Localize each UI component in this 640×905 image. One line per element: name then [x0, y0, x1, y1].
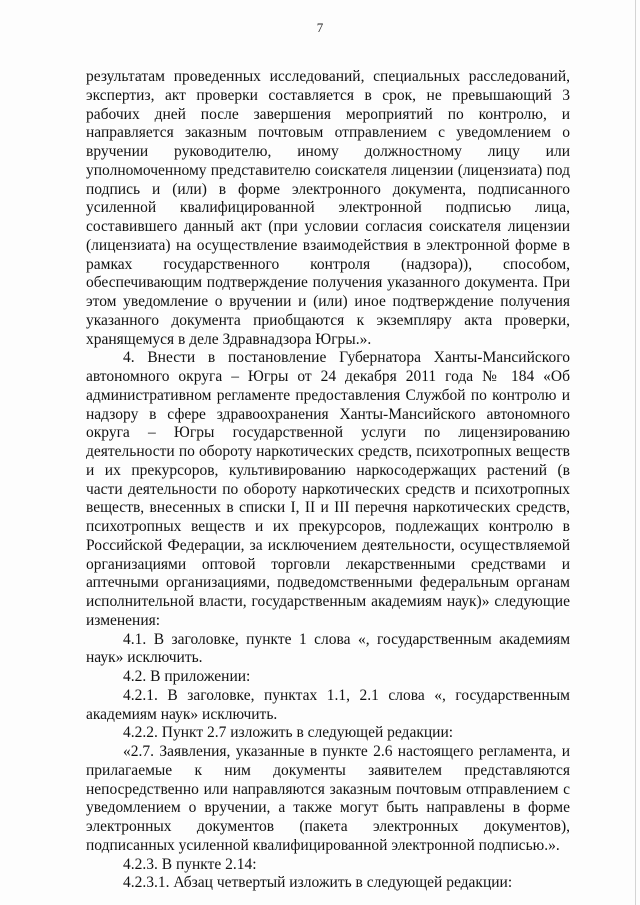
paragraph-item-4-2-3-1: 4.2.3.1. Абзац четвертый изложить в следующей редакции:: [123, 874, 513, 892]
paragraph-item-4-2-2: 4.2.2. Пункт 2.7 изложить в следующей редакции:: [123, 724, 454, 742]
page-number: 7: [316, 20, 324, 35]
paragraph-item-4: 4. Внести в постановление Губернатора Ханты-Мансийского автономного округа – Югры от 24 декабря 2011 года № 184 «Об административном регламенте предоставления Службой по контролю и надзору в сфере здравоохранения Ханты-Мансийского автономного округа – Югры государственной услуги по лицензированию деятельности по обороту наркотических средств, психотропных веществ и их прекурсоров, культивированию наркосодержащих растений (в части деятельности по обороту наркотических средств и психотропных веществ, внесенных в списки I, II и III перечня наркотических средств, психотропных веществ и их прекурсоров, подлежащих контролю в Российской Федерации, за исключением деятельности, осуществляемой организациями оптовой торговли лекарственными средствами и аптечными организациями, подведомственными федеральным органам исполнительной власти, государственным академиям наук)» следующие изменения:: [86, 349, 570, 629]
page-edge: [635, 0, 636, 905]
paragraph-quoted-2-7: «2.7. Заявления, указанные в пункте 2.6 настоящего регламента, и прилагаемые к ним документы заявителем представляются непосредственно или направляются заказным почтовым отправлением с уведомлением о вручении, а также могут быть направлены в форме электронных документов (пакета электронных документов), подписанных усиленной квалифицированной электронной подписью.».: [86, 743, 570, 854]
document-body: [86, 68, 570, 893]
paragraph-item-4-2-1: 4.2.1. В заголовке, пунктах 1.1, 2.1 слова «, государственным академиям наук» исключить.: [86, 686, 570, 723]
paragraph-continuation: результатам проведенных исследований, специальных расследований, экспертиз, акт проверки составляется в срок, не превышающий 3 рабочих дней после завершения мероприятий по контролю, и направляется заказным почтовым отправлением с уведомлением о вручении руководителю, иному должностному лицу или уполномоченному представителю соискателя лицензии (лицензиата) под подпись и (или) в форме электронного документа, подписанного усиленной квалифицированной электронной подписью лица, составившего данный акт (при условии согласия соискателя лицензии (лицензиата) на осуществление взаимодействия в электронной форме в рамках государственного контроля (надзора)), способом, обеспечивающим подтверждение получения указанного документа. При этом уведомление о вручении и (или) иное подтверждение получения указанного документа приобщаются к экземпляру акта проверки, хранящемуся в деле Здравнадзора Югры.».: [86, 68, 570, 348]
paragraph-item-4-2: 4.2. В приложении:: [123, 668, 251, 685]
paragraph-item-4-1: 4.1. В заголовке, пункте 1 слова «, государственным академиям наук» исключить.: [86, 630, 570, 667]
paragraph-item-4-2-3: 4.2.3. В пункте 2.14:: [123, 855, 257, 873]
